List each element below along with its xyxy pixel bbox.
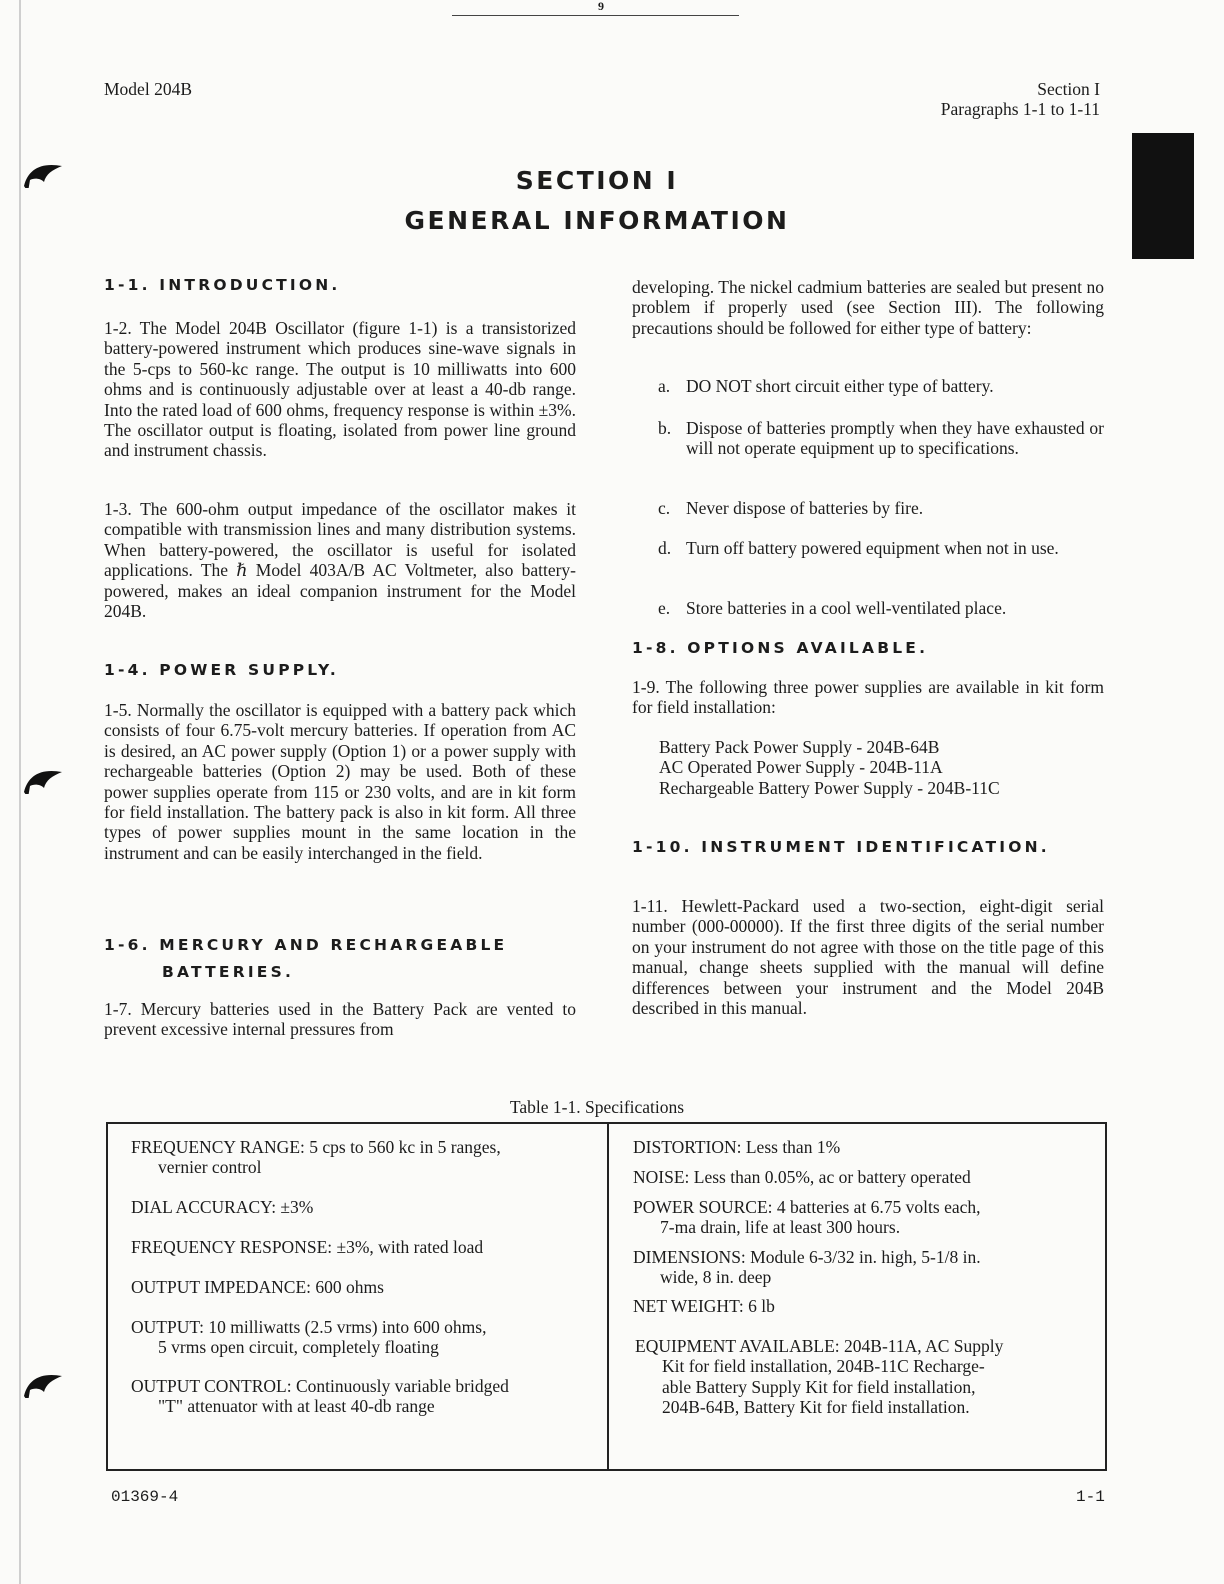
spec-line: DIAL ACCURACY: ±3%: [131, 1197, 314, 1217]
spec-line: 5 vrms open circuit, completely floating: [158, 1337, 439, 1358]
option-item: Battery Pack Power Supply - 204B-64B: [659, 737, 940, 757]
spec-equipment-available: [635, 1336, 1003, 1418]
section-tab-marker: [1132, 133, 1194, 259]
paragraph-1-9: 1-9. The following three power supplies are available in kit form for field installation:: [632, 677, 1104, 718]
section-subtitle: GENERAL INFORMATION: [404, 206, 790, 235]
paragraph-1-11: 1-11. Hewlett-Packard used a two-section, eight-digit serial number (000-00000). If the first three digits of the serial number on your instrument do not agree with those on the title page of this manual, change sheets supplied with the manual will define differences between your instrument and the Model 204B described in this manual.: [632, 896, 1104, 1019]
page-edge: [19, 0, 21, 1584]
paragraph-continued: developing. The nickel cadmium batteries are sealed but present no problem if properly used (see Section III). The following precautions should be followed for either type of battery:: [632, 277, 1104, 338]
spec-noise: [633, 1167, 971, 1187]
heading-mercury: 1-6. MERCURY AND RECHARGEABLE: [104, 936, 508, 954]
spec-line: 204B-64B, Battery Kit for field installation.: [662, 1397, 970, 1418]
heading-identification: 1-10. INSTRUMENT IDENTIFICATION.: [632, 838, 1050, 856]
heading-power-supply: 1-4. POWER SUPPLY.: [104, 661, 339, 679]
spec-distortion: [633, 1137, 840, 1157]
list-item: [658, 538, 1104, 558]
spec-output: [131, 1317, 486, 1358]
list-item-text: DO NOT short circuit either type of battery.: [686, 376, 994, 396]
paragraph-1-2: 1-2. The Model 204B Oscillator (figure 1-1) is a transistorized battery-powered instrument which produces sine-wave signals in the 5-cps to 560-kc range. The output is 10 milliwatts into 600 ohms and is continuously adjustable over at least a 40-db range. Into the rated load of 600 ohms, frequency response is within ±3%. The oscillator output is floating, isolated from power line ground and instrument chassis.: [104, 318, 576, 461]
spec-line: FREQUENCY RANGE: 5 cps to 560 kc in 5 ranges,: [131, 1137, 501, 1157]
list-item: [658, 418, 1104, 459]
spec-frequency-range: [131, 1137, 501, 1178]
spec-line: POWER SOURCE: 4 batteries at 6.75 volts each,: [633, 1197, 981, 1217]
top-mark: 9: [598, 0, 604, 13]
spec-line: 7-ma drain, life at least 300 hours.: [660, 1217, 901, 1238]
spec-line: DIMENSIONS: Module 6-3/32 in. high, 5-1/8 in.: [633, 1247, 981, 1267]
list-item-text: Turn off battery powered equipment when not in use.: [686, 538, 1059, 558]
spec-frequency-response: [131, 1237, 483, 1257]
binder-hole-icon: [22, 1372, 64, 1398]
spec-line: NOISE: Less than 0.05%, ac or battery operated: [633, 1167, 971, 1187]
spec-power-source: [633, 1197, 981, 1238]
spec-line: NET WEIGHT: 6 lb: [633, 1296, 775, 1316]
list-item-label: d.: [658, 538, 672, 558]
heading-mercury-cont: BATTERIES.: [162, 963, 295, 981]
spec-line: OUTPUT IMPEDANCE: 600 ohms: [131, 1277, 384, 1297]
footer-doc-number: 01369-4: [111, 1488, 179, 1506]
heading-introduction: 1-1. INTRODUCTION.: [104, 276, 341, 294]
paragraph-1-7: 1-7. Mercury batteries used in the Battery Pack are vented to prevent excessive internal pressures from: [104, 999, 576, 1040]
top-rule: [452, 15, 739, 16]
list-item-text: Store batteries in a cool well-ventilated place.: [686, 598, 1007, 618]
table-divider: [607, 1122, 609, 1471]
footer-page-number: 1-1: [1076, 1488, 1105, 1506]
list-item-label: e.: [658, 598, 671, 618]
binder-hole-icon: [22, 768, 64, 794]
spec-output-impedance: [131, 1277, 384, 1297]
spec-line: able Battery Supply Kit for field installation,: [662, 1376, 976, 1397]
spec-line: DISTORTION: Less than 1%: [633, 1137, 841, 1157]
spec-line: "T" attenuator with at least 40-db range: [158, 1396, 435, 1417]
spec-dimensions: [633, 1247, 981, 1288]
spec-line: vernier control: [158, 1157, 262, 1178]
options-list: [659, 737, 1000, 798]
option-item: AC Operated Power Supply - 204B-11A: [659, 757, 943, 778]
spec-net-weight: [633, 1296, 775, 1316]
spec-line: EQUIPMENT AVAILABLE: 204B-11A, AC Supply: [635, 1336, 1004, 1356]
list-item: [658, 598, 1104, 618]
table-caption: Table 1-1. Specifications: [509, 1097, 685, 1117]
list-item-label: b.: [658, 418, 672, 438]
spec-line: OUTPUT: 10 milliwatts (2.5 vrms) into 600 ohms,: [131, 1317, 487, 1337]
spec-line: wide, 8 in. deep: [660, 1267, 772, 1288]
list-item-label: a.: [658, 376, 671, 396]
header-paragraphs-line: Paragraphs 1-1 to 1-11: [940, 99, 1100, 120]
heading-options: 1-8. OPTIONS AVAILABLE.: [632, 639, 929, 657]
list-item: [658, 498, 1104, 518]
paragraph-1-5: 1-5. Normally the oscillator is equipped with a battery pack which consists of four 6.75-volt mercury batteries. If operation from AC is desired, an AC power supply (Option 1) or a power supply with rechargeable batteries (Option 2) may be used. Both of these power supplies operate from 115 or 230 volts, and are in kit form for field installation. The battery pack is also in kit form. All three types of power supplies mount in the same location in the instrument and can be easily interchanged in the field.: [104, 700, 576, 863]
spec-dial-accuracy: [131, 1197, 313, 1217]
list-item-text: Dispose of batteries promptly when they have exhausted or will not operate equipment up to specifications.: [686, 418, 1104, 459]
spec-line: Kit for field installation, 204B-11C Recharge-: [662, 1356, 985, 1377]
list-item-label: c.: [658, 498, 671, 518]
list-item: [658, 376, 1104, 396]
header-section-line: Section I: [1037, 79, 1100, 99]
section-title: SECTION I: [515, 166, 679, 195]
list-item-text: Never dispose of batteries by fire.: [686, 498, 924, 518]
spec-line: FREQUENCY RESPONSE: ±3%, with rated load: [131, 1237, 484, 1257]
header-section: [941, 79, 1100, 120]
spec-output-control: [131, 1376, 509, 1417]
option-item: Rechargeable Battery Power Supply - 204B-11C: [659, 777, 1000, 798]
header-model: Model 204B: [104, 79, 192, 99]
paragraph-1-3: 1-3. The 600-ohm output impedance of the oscillator makes it compatible with transmission lines and many distribution systems. When battery-powered, the oscillator is useful for isolated applications. The ℏ Model 403A/B AC Voltmeter, also battery-powered, makes an ideal companion instrument for the Model 204B.: [104, 499, 576, 622]
spec-line: OUTPUT CONTROL: Continuously variable bridged: [131, 1376, 509, 1396]
